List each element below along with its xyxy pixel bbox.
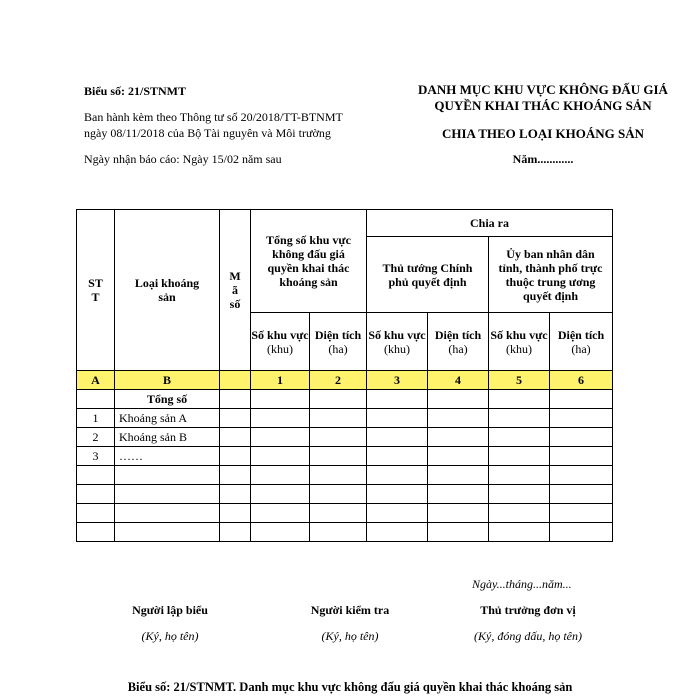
table-row-total bbox=[77, 390, 613, 409]
header-code-line-2: ã bbox=[232, 283, 238, 297]
header-ppc-area bbox=[550, 313, 613, 371]
letter-cell: B bbox=[115, 371, 220, 390]
letter-cell: 6 bbox=[550, 371, 613, 390]
letter-cell: A bbox=[77, 371, 115, 390]
issued-by-line-2: ngày 08/11/2018 của Bộ Tài nguyên và Môi trường bbox=[84, 126, 331, 140]
footer-caption: Biểu số: 21/STNMT. Danh mục khu vực không đấu giá quyền khai thác khoáng sản bbox=[127, 680, 573, 694]
letter-cell: 2 bbox=[310, 371, 367, 390]
area-label: Diện tích bbox=[434, 327, 482, 342]
header-code-line-3: số bbox=[229, 297, 241, 311]
header-split: Chia ra bbox=[367, 210, 613, 237]
header-code-line-1: M bbox=[229, 269, 241, 283]
head-title: Thủ trưởng đơn vị bbox=[480, 603, 576, 617]
table-row bbox=[77, 447, 613, 466]
preparer-title: Người lập biểu bbox=[132, 603, 208, 617]
header-total-areas: Tổng số khu vực không đấu giá quyền khai thác khoáng sản bbox=[251, 210, 367, 313]
num-unit: (khu) bbox=[506, 341, 532, 356]
preparer-note: (Ký, họ tên) bbox=[141, 629, 199, 643]
header-pm-num bbox=[367, 313, 428, 371]
mineral-name-cell: Tổng số bbox=[115, 390, 220, 409]
stt-cell: 1 bbox=[77, 409, 115, 428]
num-unit: (khu) bbox=[384, 341, 410, 356]
date-placeholder: Ngày...tháng...năm... bbox=[472, 577, 572, 591]
letter-cell bbox=[220, 371, 251, 390]
header-stt-line-1: ST bbox=[88, 276, 103, 290]
letter-cell: 3 bbox=[367, 371, 428, 390]
document-title-line-1: DANH MỤC KHU VỰC KHÔNG ĐẤU GIÁ bbox=[418, 82, 668, 97]
table-row-empty bbox=[77, 523, 613, 542]
table-row-empty bbox=[77, 504, 613, 523]
area-label: Diện tích bbox=[557, 327, 605, 342]
stt-cell bbox=[77, 390, 115, 409]
header-code bbox=[220, 210, 251, 371]
document-subtitle: CHIA THEO LOẠI KHOÁNG SẢN bbox=[441, 126, 645, 141]
header-stt bbox=[77, 210, 115, 371]
area-label: Diện tích bbox=[314, 327, 362, 342]
issued-by-line-1: Ban hành kèm theo Thông tư số 20/2018/TT-BTNMT bbox=[84, 110, 343, 124]
header-total-area bbox=[310, 313, 367, 371]
head-note: (Ký, đóng dấu, họ tên) bbox=[474, 629, 582, 643]
checker-note: (Ký, họ tên) bbox=[321, 629, 379, 643]
form-number: Biểu số: 21/STNMT bbox=[84, 84, 187, 98]
header-stt-line-2: T bbox=[91, 290, 100, 304]
area-unit: (ha) bbox=[328, 341, 348, 356]
table-row-empty bbox=[77, 485, 613, 504]
stt-cell: 2 bbox=[77, 428, 115, 447]
header-prime-minister: Thủ tướng Chính phủ quyết định bbox=[367, 237, 489, 313]
num-label: Số khu vực bbox=[368, 327, 426, 342]
report-receipt-date: Ngày nhận báo cáo: Ngày 15/02 năm sau bbox=[84, 152, 282, 166]
column-letter-row bbox=[77, 371, 613, 390]
num-label: Số khu vực bbox=[490, 327, 548, 342]
area-unit: (ha) bbox=[571, 341, 591, 356]
num-unit: (khu) bbox=[267, 341, 293, 356]
mineral-areas-table bbox=[76, 209, 613, 542]
letter-cell: 5 bbox=[489, 371, 550, 390]
table-row bbox=[77, 409, 613, 428]
letter-cell: 4 bbox=[428, 371, 489, 390]
table-row bbox=[77, 428, 613, 447]
area-unit: (ha) bbox=[448, 341, 468, 356]
checker-title: Người kiểm tra bbox=[310, 603, 390, 617]
stt-cell: 3 bbox=[77, 447, 115, 466]
mineral-name-cell: Khoáng sản B bbox=[115, 428, 220, 447]
num-label: Số khu vực bbox=[251, 327, 309, 342]
mineral-name-cell: …… bbox=[115, 447, 220, 466]
header-total-num bbox=[251, 313, 310, 371]
mineral-name-cell: Khoáng sản A bbox=[115, 409, 220, 428]
header-pm-area bbox=[428, 313, 489, 371]
year-line: Năm............ bbox=[512, 152, 574, 166]
header-ppc-num bbox=[489, 313, 550, 371]
header-mineral-type: Loại khoáng sản bbox=[115, 210, 220, 371]
document-title-line-2: QUYỀN KHAI THÁC KHOÁNG SẢN bbox=[434, 98, 652, 113]
letter-cell: 1 bbox=[251, 371, 310, 390]
header-provincial-committee: Ủy ban nhân dân tỉnh, thành phố trực thuộc trung ương quyết định bbox=[489, 237, 613, 313]
table-row-empty bbox=[77, 466, 613, 485]
